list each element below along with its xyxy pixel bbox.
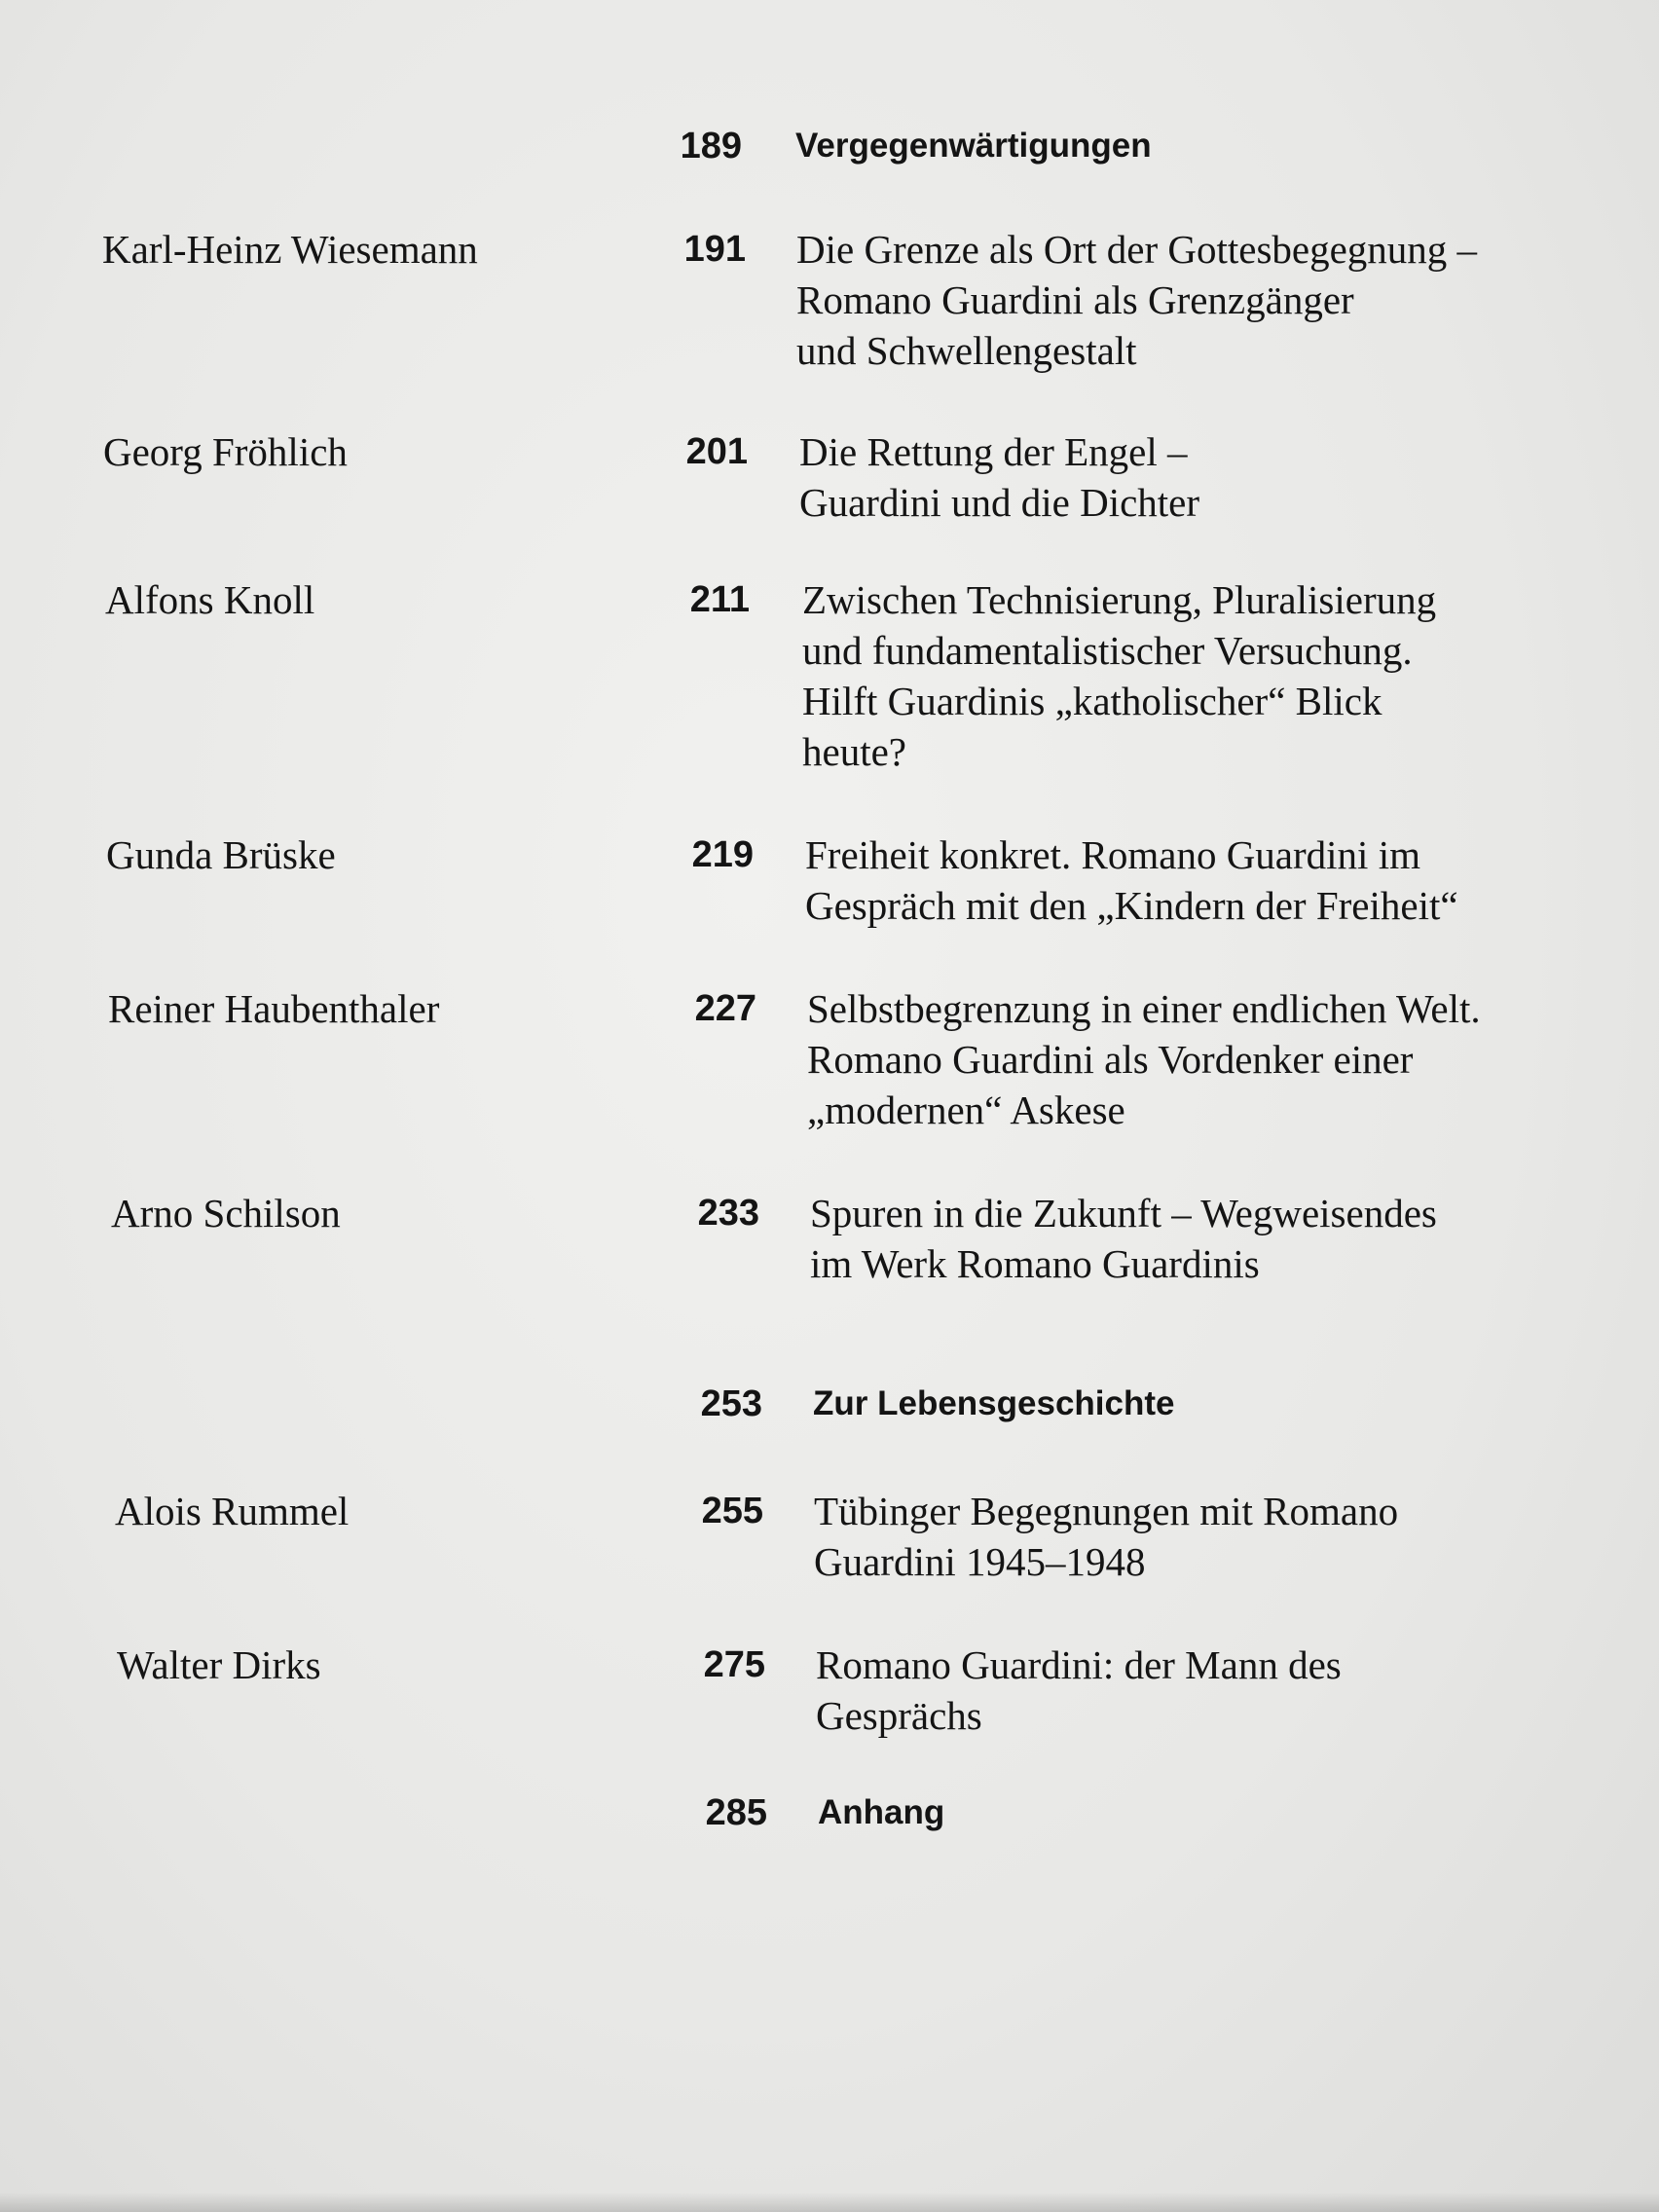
title-line: Romano Guardini als Grenzgänger bbox=[796, 277, 1354, 322]
section-title: Vergegenwärtigungen bbox=[795, 127, 1152, 165]
title-line: Hilft Guardinis „katholischer“ Blick bbox=[802, 679, 1382, 723]
title-line: im Werk Romano Guardinis bbox=[810, 1241, 1260, 1286]
title-line: Zwischen Technisierung, Pluralisierung bbox=[802, 577, 1437, 622]
section-title: Anhang bbox=[818, 1793, 945, 1831]
entry-title bbox=[807, 983, 1615, 1135]
title-line: Romano Guardini als Vordenker einer bbox=[807, 1037, 1414, 1082]
page-number: 253 bbox=[700, 1383, 762, 1424]
section-title: Zur Lebensgeschichte bbox=[813, 1384, 1175, 1422]
author-name: Walter Dirks bbox=[117, 1642, 321, 1687]
entry-title bbox=[810, 1188, 1618, 1289]
page-number: 219 bbox=[691, 834, 754, 875]
author-name: Reiner Haubenthaler bbox=[108, 986, 440, 1031]
page-number: 191 bbox=[683, 229, 746, 270]
title-line: Gespräch mit den „Kindern der Freiheit“ bbox=[805, 883, 1458, 928]
entry-title bbox=[805, 830, 1613, 931]
title-line: Romano Guardini: der Mann des bbox=[816, 1642, 1342, 1687]
title-line: Tübinger Begegnungen mit Romano bbox=[814, 1489, 1399, 1533]
entry-title bbox=[814, 1486, 1622, 1587]
page-number: 233 bbox=[697, 1193, 759, 1234]
title-line: Die Grenze als Ort der Gottesbegegnung – bbox=[796, 227, 1478, 272]
author-name: Alfons Knoll bbox=[105, 577, 315, 622]
author-name: Georg Fröhlich bbox=[103, 429, 348, 474]
title-line: Guardini 1945–1948 bbox=[814, 1539, 1146, 1584]
author-name: Arno Schilson bbox=[111, 1191, 341, 1235]
title-line: heute? bbox=[802, 729, 906, 774]
title-line: Gesprächs bbox=[816, 1693, 982, 1738]
author-name: Karl-Heinz Wiesemann bbox=[102, 227, 478, 272]
entry-title bbox=[799, 426, 1607, 528]
page-edge-shadow bbox=[0, 2193, 1659, 2212]
title-line: Freiheit konkret. Romano Guardini im bbox=[805, 832, 1420, 877]
title-line: Guardini und die Dichter bbox=[799, 480, 1200, 525]
entry-title bbox=[816, 1640, 1624, 1741]
page-number: 255 bbox=[701, 1491, 763, 1531]
page-number: 211 bbox=[689, 579, 750, 620]
page-number: 275 bbox=[703, 1644, 765, 1685]
page-number: 189 bbox=[680, 126, 742, 166]
title-line: und fundamentalistischer Versuchung. bbox=[802, 628, 1413, 673]
title-line: Selbstbegrenzung in einer endlichen Welt. bbox=[807, 986, 1481, 1031]
entry-title bbox=[802, 574, 1610, 777]
title-line: und Schwellengestalt bbox=[796, 328, 1137, 373]
page-number: 201 bbox=[685, 431, 748, 472]
page-number: 285 bbox=[705, 1792, 767, 1833]
title-line: „modernen“ Askese bbox=[807, 1088, 1125, 1132]
page-number: 227 bbox=[694, 988, 756, 1029]
title-line: Spuren in die Zukunft – Wegweisendes bbox=[810, 1191, 1437, 1235]
author-name: Gunda Brüske bbox=[106, 832, 336, 877]
author-name: Alois Rummel bbox=[115, 1489, 350, 1533]
entry-title bbox=[796, 224, 1604, 376]
title-line: Die Rettung der Engel – bbox=[799, 429, 1188, 474]
